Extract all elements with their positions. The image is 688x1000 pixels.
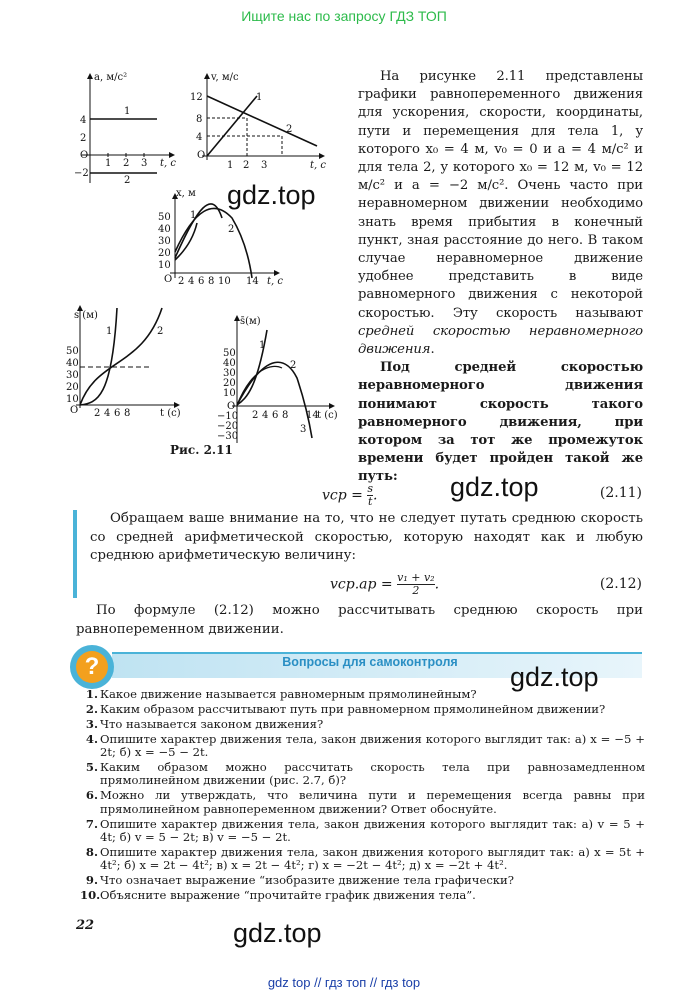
graph-v-line-label: 2 <box>286 124 293 135</box>
graph-a-ytick: 4 <box>80 115 87 126</box>
graph-sd-xtick: 6 <box>272 410 279 421</box>
graph-v-xlabel: t, с <box>310 160 326 171</box>
list-item: 2. Каким образом рассчитывают путь при равномерном прямолинейном движении? <box>85 701 606 716</box>
page-number: 22 <box>76 918 95 933</box>
graph-s-ytick: 20 <box>66 382 79 393</box>
graph-sd-line-label: 2 <box>290 360 297 371</box>
graph-s-ytick: 30 <box>66 370 79 381</box>
watermark: gdz.top <box>227 180 316 210</box>
graph-v-line-label: 1 <box>256 92 263 103</box>
graph-a-xtick: 3 <box>141 158 148 169</box>
list-item: 3. Что называется законом движения? <box>85 716 324 731</box>
graph-s-xtick: 6 <box>114 408 121 419</box>
graph-v-xtick: 2 <box>243 160 250 171</box>
graph-x-ytick: 40 <box>158 224 171 235</box>
graph-x-ytick: 30 <box>158 236 171 247</box>
graph-x-xtick: 8 <box>208 276 215 287</box>
formula-2-11: vср = $\frac{s}{t}$ . (2.11) <box>322 482 642 508</box>
graph-a-line-label: 1 <box>124 106 131 117</box>
graph-a-ytick: 2 <box>80 133 87 144</box>
graph-x-xtick: 6 <box>198 276 205 287</box>
graph-a-line-label: 2 <box>124 175 131 186</box>
bottom-banner[interactable]: gdz top // гдз топ // гдз top <box>267 975 421 990</box>
graph-sd-line-label: 1 <box>259 340 266 351</box>
graph-v-xtick: 3 <box>261 160 268 171</box>
graph-x-line-label: 2 <box>228 224 235 235</box>
formula-number: (2.11) <box>599 485 642 501</box>
list-item: 9. Что означает выражение “изобразите движение тела графически? <box>85 873 514 888</box>
graph-a-origin: O <box>80 150 89 161</box>
figure-caption: Рис. 2.11 <box>170 443 233 457</box>
graph-x-xlabel: t, с <box>267 276 283 287</box>
graph-sd-ytick: 10 <box>223 388 236 399</box>
list-item: 10. Объясните выражение “прочитайте график движения тела”. <box>80 888 476 903</box>
watermark: gdz.top <box>510 662 599 692</box>
graph-sd-ytick: −30 <box>217 431 239 442</box>
graph-s-ylabel: s (м) <box>74 310 98 321</box>
graph-s-ytick: 10 <box>66 394 79 405</box>
graph-x-ytick: 50 <box>158 212 171 223</box>
graph-sd-ytick: −10 <box>217 411 239 422</box>
graph-sd-ylabel: s̄(м) <box>240 316 261 327</box>
graph-sd-ytick: 20 <box>223 378 236 389</box>
graph-a-xlabel: t, с <box>160 158 176 169</box>
graph-s-xtick: 2 <box>94 408 101 419</box>
graph-s-line-label: 1 <box>106 326 113 337</box>
figure-graphs <box>66 68 357 443</box>
questions-list <box>80 688 645 904</box>
graph-v-ylabel: v, м/с <box>211 72 239 83</box>
list-item: 7. Опишите характер движения тела, закон движения которого выглядит так: а) v = 5 + 4t; б) v = 5 − 2t; в) v = −5 − 2t. <box>85 816 645 845</box>
graph-x-ytick: 10 <box>158 260 171 271</box>
right-column-text: На рисунке 2.11 представлены графики равнопеременного движения для ускорения, скорости, координаты, пути и перемещения для тела 1, у которого x₀ = 4 м, v₀ = 0 и a = 4 м/с² и для тела 2, у которого x₀ = 12 м, v₀ = 12 м/с² и a = −2 м/с². Очень часто при неравномерном движении необходимо знать время прибытия в конечный пункт, зная расстояние до него. В таком случае неравномерное движение удобнее представить в виде равномерного движения с некоторой скоростью. Эту скорость называют средней скоростью неравномерного движения. Под средней скоростью неравномерного движения понимают скорость такого равномерного движения, при котором за тот же промежуток времени будет пройден такой же путь: <box>358 68 643 487</box>
questions-title: Вопросы для самоконтроля <box>282 655 458 669</box>
note-accent-bar <box>73 510 77 598</box>
graph-x-origin: O <box>164 274 173 285</box>
graph-v-ytick: 12 <box>190 92 203 103</box>
graph-a-ytick: −2 <box>74 168 89 179</box>
graph-x-ytick: 20 <box>158 248 171 259</box>
graph-v-ytick: 4 <box>196 132 203 143</box>
graph-s-ytick: 40 <box>66 358 79 369</box>
graph-s-xlabel: t (с) <box>160 408 181 419</box>
graph-sd-xtick: 14 <box>306 410 319 421</box>
graph-x-ylabel: x, м <box>176 188 196 199</box>
graph-x-xtick: 4 <box>188 276 195 287</box>
graph-x-xtick: 10 <box>218 276 231 287</box>
graph-s-origin: O <box>70 405 79 416</box>
list-item: 4. Опишите характер движения тела, закон движения которого выглядит так: а) x = −5 + 2t; б) x = −5 − 2t. <box>85 731 645 760</box>
graph-v-xtick: 1 <box>227 160 234 171</box>
graph-sd-xtick: 2 <box>252 410 259 421</box>
graph-s-ytick: 50 <box>66 346 79 357</box>
graph-sd-xtick: 4 <box>262 410 269 421</box>
note-text: Обращаем ваше внимание на то, что не следует путать среднюю скорость со средней арифметической скоростью, которую находят как и любую среднюю арифметическую величину: <box>90 511 643 563</box>
graph-v-ytick: 8 <box>196 114 203 125</box>
graph-v-origin: O <box>197 150 206 161</box>
graph-x-line-label: 1 <box>190 210 197 221</box>
graph-s-line-label: 2 <box>157 326 164 337</box>
graph-a-xtick: 1 <box>105 158 112 169</box>
graph-sd-origin: O <box>227 401 236 412</box>
list-item: 1. Какое движение называется равномерным прямолинейным? <box>85 687 477 701</box>
question-mark-icon: ? <box>76 651 108 683</box>
formula-2-12: vср.ар = $\frac{\text{v₁ + v₂}}{2}$ . (2.12) <box>330 571 642 597</box>
definition-paragraph: Под средней скоростью неравномерного движения понимают скорость такого равномерного движения, при котором за тот же промежуток времени будет пройден такой же путь: <box>358 360 643 485</box>
graph-x-xtick: 2 <box>178 276 185 287</box>
list-item: 6. Можно ли утверждать, что величина пути и перемещения всегда равны при прямолинейном равнопеременном движении? Ответ обоснуйте. <box>85 788 645 816</box>
formula-number: (2.12) <box>599 576 642 592</box>
graph-s-xtick: 8 <box>124 408 131 419</box>
graph-sd-ytick: −20 <box>217 421 239 432</box>
graph-sd-ytick: 50 <box>223 348 236 359</box>
graph-sd-ytick: 40 <box>223 358 236 369</box>
graph-sd-line-label: 3 <box>300 424 307 435</box>
graph-sd-xlabel: t (с) <box>317 410 338 421</box>
graph-x-xtick: 14 <box>246 276 259 287</box>
graph-sd-ytick: 30 <box>223 368 236 379</box>
term-average-speed: средней скоростью неравномерного движения <box>358 323 643 358</box>
list-item: 8. Опишите характер движения тела, закон движения которого выглядит так: а) x = 5t + 4t²; б) x = 2t − 4t²; в) x = 2t − 4t²; г) x = −2t − 4t²; д) x = −2t + 4t². <box>85 844 645 873</box>
paragraph-formula-usage: По формуле (2.12) можно рассчитывать среднюю скорость при равнопеременном движении. <box>76 603 643 637</box>
paragraph-intro: На рисунке 2.11 представлены графики равнопеременного движения для ускорения, скорости, координаты, пути и перемещения для тела 1, у которого x₀ = 4 м, v₀ = 0 и a = 4 м/с² и для тела 2, у которого x₀ = 12 м, v₀ = 12 м/с² и a = −2 м/с². Очень часто при неравномерном движении необходимо знать время прибытия в конечный пункт, зная расстояние до него. В таком случае неравномерное движение удобнее представить в виде равномерного движения с некоторой скоростью. Эту скорость называют <box>358 69 643 321</box>
list-item: 5. Каким образом можно рассчитать скорость тела при равнозамедленном прямолинейном движении (рис. 2.7, б)? <box>85 760 645 788</box>
graph-a-xtick: 2 <box>123 158 130 169</box>
note-block <box>90 510 643 566</box>
top-banner[interactable]: Ищите нас по запросу ГДЗ ТОП <box>241 8 447 24</box>
watermark: gdz.top <box>233 918 322 948</box>
graph-a-ylabel: a, м/с² <box>94 72 128 83</box>
graph-s-xtick: 4 <box>104 408 111 419</box>
graph-sd-xtick: 8 <box>282 410 289 421</box>
watermark: gdz.top <box>450 472 539 502</box>
